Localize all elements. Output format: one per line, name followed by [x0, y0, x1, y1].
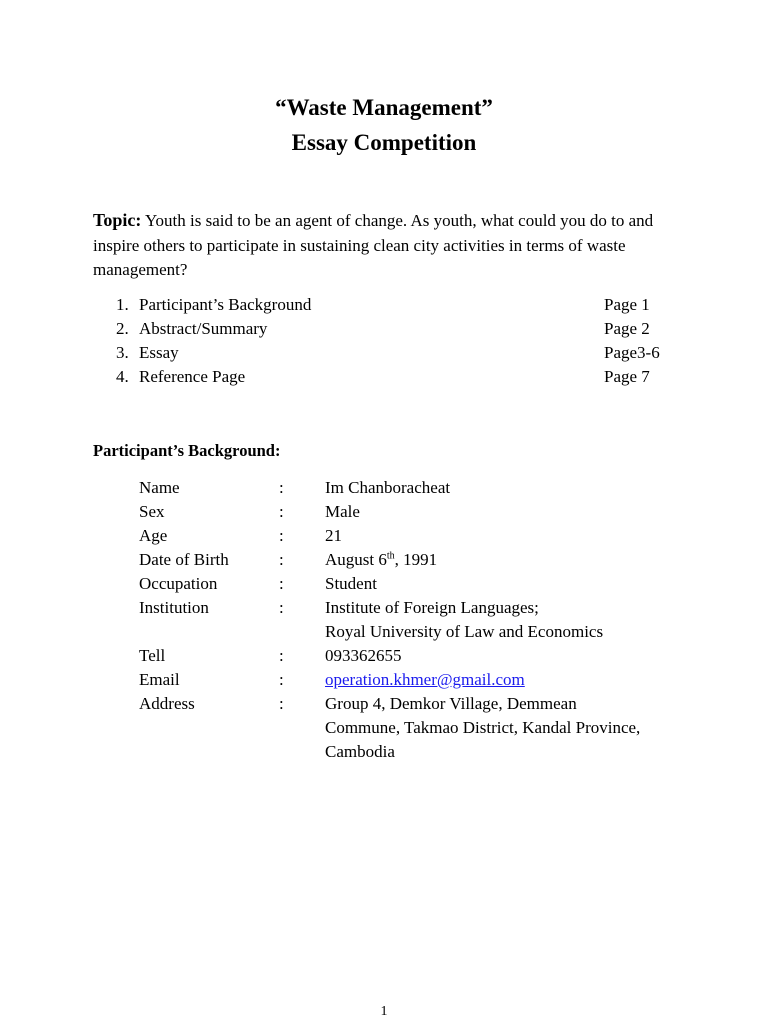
field-value-line: Institute of Foreign Languages; — [325, 598, 539, 617]
field-label: Sex — [139, 502, 165, 521]
email-link[interactable]: operation.khmer@gmail.com — [325, 670, 525, 689]
toc-item-title: Essay — [139, 343, 179, 362]
field-colon: : — [279, 550, 284, 569]
dob-day: August 6 — [325, 550, 387, 569]
field-colon: : — [279, 694, 284, 713]
field-label: Tell — [139, 646, 166, 665]
field-colon: : — [279, 502, 284, 521]
topic-paragraph — [93, 208, 673, 283]
page-number: 1 — [380, 1004, 388, 1019]
toc-item — [116, 341, 676, 365]
toc-item — [116, 317, 676, 341]
field-colon: : — [279, 574, 284, 593]
dob-ordinal-suffix: th — [386, 550, 395, 562]
toc-item-number: 4. — [116, 367, 129, 386]
field-label: Age — [139, 526, 168, 545]
section-heading-background: Participant’s Background: — [93, 441, 281, 460]
field-value: Im Chanboracheat — [325, 478, 451, 497]
toc-item — [116, 293, 676, 317]
toc-item-title: Abstract/Summary — [139, 319, 268, 338]
toc-item-page: Page 7 — [604, 367, 650, 386]
field-colon: : — [279, 478, 284, 497]
toc-item-number: 1. — [116, 295, 129, 314]
toc-item-page: Page3-6 — [604, 343, 660, 362]
field-label: Name — [139, 478, 180, 497]
field-value-line: Cambodia — [325, 742, 395, 761]
toc-item-page: Page 2 — [604, 319, 650, 338]
field-value: 093362655 — [325, 646, 402, 665]
field-value — [325, 548, 685, 572]
toc-item — [116, 365, 676, 389]
field-colon: : — [279, 670, 284, 689]
topic-text: Youth is said to be an agent of change. As youth, what could you do to and inspire others to participate in sustaining clean city activities in terms of waste management? — [93, 211, 654, 279]
toc-item-title: Participant’s Background — [139, 295, 312, 314]
field-value-line: Commune, Takmao District, Kandal Province, — [325, 718, 641, 737]
topic-label: Topic: — [93, 210, 142, 230]
field-label: Institution — [139, 598, 209, 617]
document-subtitle: Essay Competition — [291, 130, 477, 155]
dob-year: , 1991 — [394, 550, 438, 569]
field-label: Email — [139, 670, 180, 689]
toc-item-page: Page 1 — [604, 295, 650, 314]
field-value: 21 — [325, 526, 342, 545]
document-title: “Waste Management” — [275, 95, 493, 120]
field-value-line: Royal University of Law and Economics — [325, 622, 604, 641]
field-label: Date of Birth — [139, 550, 229, 569]
field-colon: : — [279, 526, 284, 545]
toc-item-title: Reference Page — [139, 367, 246, 386]
field-value: Student — [325, 574, 377, 593]
field-label: Address — [139, 694, 195, 713]
field-colon: : — [279, 598, 284, 617]
toc-item-number: 2. — [116, 319, 129, 338]
field-label: Occupation — [139, 574, 218, 593]
toc-item-number: 3. — [116, 343, 129, 362]
field-value: Male — [325, 502, 360, 521]
field-colon: : — [279, 646, 284, 665]
field-value-line: Group 4, Demkor Village, Demmean — [325, 694, 577, 713]
